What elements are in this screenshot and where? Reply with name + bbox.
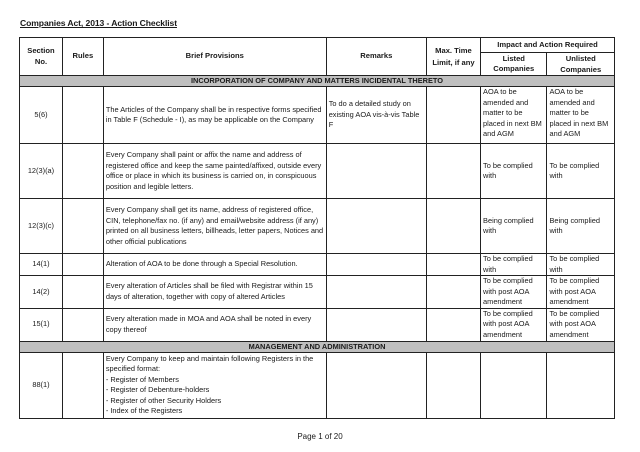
max-time-cell: [426, 199, 480, 254]
listed-cell: To be complied with: [481, 254, 547, 276]
brief-line-intro: Every Company to keep and maintain following Registers in the specified format:: [105, 353, 314, 373]
rules-cell: [62, 254, 103, 276]
rules-cell: [62, 308, 103, 341]
section-no-cell: 14(2): [20, 276, 63, 309]
unlisted-cell: To be complied with post AOA amendment: [547, 276, 615, 309]
listed-cell: AOA to be amended and matter to be placed in next BM and AGM: [481, 87, 547, 144]
remarks-cell: [326, 199, 426, 254]
unlisted-cell: To be complied with: [547, 254, 615, 276]
listed-cell: To be complied with: [481, 144, 547, 199]
header-impact-group: Impact and Action Required: [481, 38, 615, 53]
max-time-cell: [426, 308, 480, 341]
unlisted-cell: To be complied with: [547, 144, 615, 199]
section-no-cell: 5(6): [20, 87, 63, 144]
page-number: Page 1 of 20: [297, 432, 343, 441]
section-title: INCORPORATION OF COMPANY AND MATTERS INCIDENTAL THERETO: [20, 76, 615, 87]
header-brief-provisions: Brief Provisions: [103, 38, 326, 76]
table-row: [20, 352, 615, 418]
remarks-cell: [326, 276, 426, 309]
brief-line-register-debenture: - Register of Debenture-holders: [105, 385, 210, 394]
section-no-cell: 88(1): [20, 352, 63, 418]
table-row: [20, 199, 615, 254]
header-remarks: Remarks: [326, 38, 426, 76]
brief-cell: Every alteration made in MOA and AOA shall be noted in every copy thereof: [103, 308, 326, 341]
section-no-cell: 14(1): [20, 254, 63, 276]
brief-line-register-members: - Register of Members: [105, 374, 179, 384]
rules-cell: [62, 276, 103, 309]
table-row: [20, 276, 615, 309]
max-time-cell: [426, 352, 480, 418]
brief-line-register-security: - Register of other Security Holders: [105, 395, 222, 405]
rules-cell: [62, 144, 103, 199]
table-row: [20, 254, 615, 276]
rules-cell: [62, 199, 103, 254]
remarks-cell: To do a detailed study on existing AOA vis-à-vis Table F: [326, 87, 426, 144]
unlisted-cell: Being complied with: [547, 199, 615, 254]
header-max-time: Max. Time Limit, if any: [426, 38, 480, 76]
header-listed: Listed Companies: [481, 53, 547, 76]
document-title: Companies Act, 2013 - Action Checklist: [20, 18, 177, 28]
remarks-cell: [326, 144, 426, 199]
listed-cell: To be complied with post AOA amendment: [481, 308, 547, 341]
brief-cell: Every Company shall paint or affix the name and address of registered office and keep the same painted/affixed, outside every office or place in which its business is carried on, in conspicuous position and legible letters.: [103, 144, 326, 199]
listed-cell: To be complied with post AOA amendment: [481, 276, 547, 309]
max-time-cell: [426, 144, 480, 199]
brief-cell: Alteration of AOA to be done through a Special Resolution.: [103, 254, 326, 276]
max-time-cell: [426, 254, 480, 276]
table-row: [20, 308, 615, 341]
header-section-no: Section No.: [20, 38, 63, 76]
brief-line-index: - Index of the Registers: [105, 406, 183, 415]
section-title: MANAGEMENT AND ADMINISTRATION: [20, 341, 615, 352]
remarks-cell: [326, 308, 426, 341]
brief-cell: Every alteration of Articles shall be filed with Registrar within 15 days of alteration, together with copy of altered Articles: [103, 276, 326, 309]
section-no-cell: 12(3)(c): [20, 199, 63, 254]
brief-cell: [103, 352, 326, 418]
unlisted-cell: AOA to be amended and matter to be placed in next BM and AGM: [547, 87, 615, 144]
section-no-cell: 15(1): [20, 308, 63, 341]
header-unlisted: Unlisted Companies: [547, 53, 615, 76]
section-band-incorporation: [20, 76, 615, 87]
header-rules: Rules: [62, 38, 103, 76]
rules-cell: [62, 87, 103, 144]
listed-cell: Being complied with: [481, 199, 547, 254]
brief-cell: Every Company shall get its name, address of registered office, CIN, telephone/fax no. (if any) and email/website address (if any) printed on all business letters, billheads, letter papers, Notices and other official publications: [103, 199, 326, 254]
unlisted-cell: [547, 352, 615, 418]
brief-cell: The Articles of the Company shall be in respective forms specified in Table F (Schedule - I), as may be applicable on the Company: [103, 87, 326, 144]
table-row: [20, 144, 615, 199]
unlisted-cell: To be complied with post AOA amendment: [547, 308, 615, 341]
remarks-cell: [326, 352, 426, 418]
rules-cell: [62, 352, 103, 418]
table-row: [20, 87, 615, 144]
section-no-cell: 12(3)(a): [20, 144, 63, 199]
listed-cell: [481, 352, 547, 418]
remarks-cell: [326, 254, 426, 276]
max-time-cell: [426, 87, 480, 144]
action-checklist-table: [19, 37, 615, 419]
max-time-cell: [426, 276, 480, 309]
section-band-management: [20, 341, 615, 352]
